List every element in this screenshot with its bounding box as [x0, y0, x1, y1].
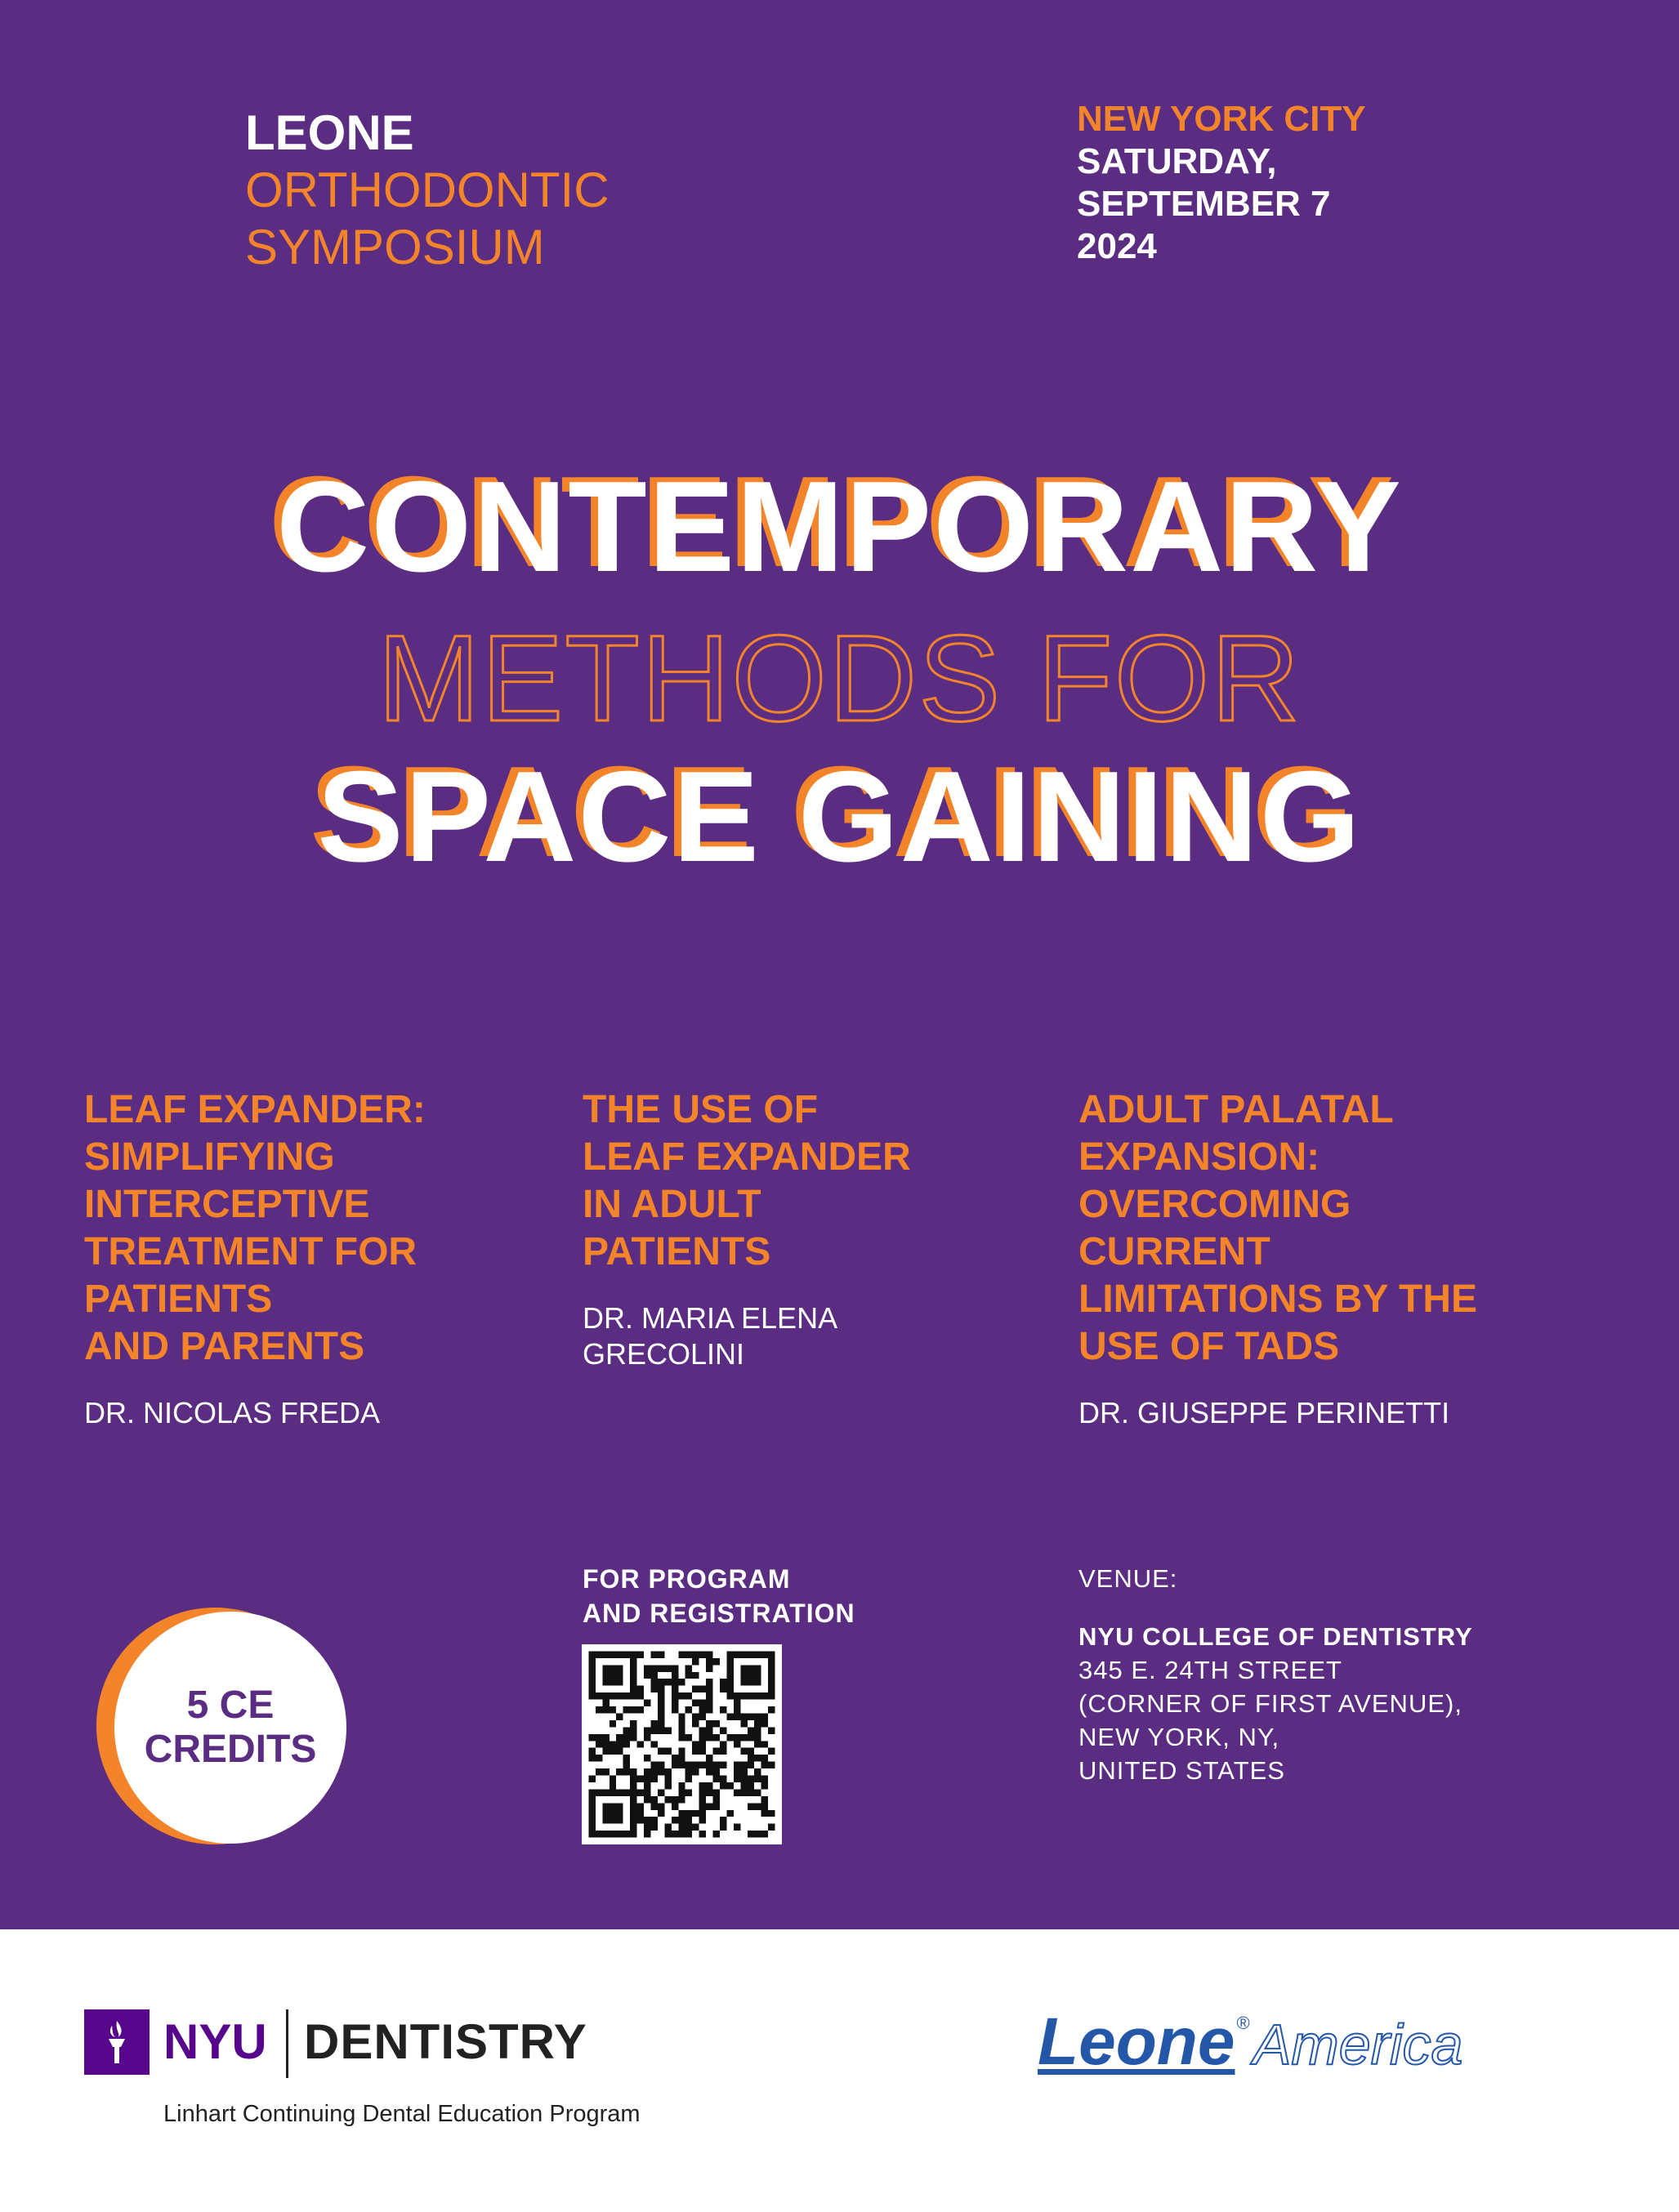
registration-label	[583, 1562, 855, 1630]
registered-mark-icon: ®	[1236, 2013, 1250, 2033]
talk-title-line: SIMPLIFYING	[84, 1135, 335, 1179]
event-date-block	[1077, 98, 1366, 268]
speaker-line: DR. NICOLAS FREDA	[84, 1396, 381, 1429]
talk-title	[583, 1086, 1007, 1276]
venue-address-line: (CORNER OF FIRST AVENUE),	[1078, 1689, 1462, 1718]
title-line-3: SPACE GAINING	[317, 745, 1362, 889]
event-date-line-3: 2024	[1077, 226, 1157, 266]
talk-3	[1078, 1086, 1569, 1431]
qr-code-graphic	[582, 1644, 782, 1844]
logo-divider	[286, 2009, 288, 2078]
qr-code-icon[interactable]	[582, 1644, 782, 1844]
venue-block	[1078, 1562, 1473, 1787]
title-line-2: METHODS FOR	[377, 609, 1302, 747]
speaker-line: DR. GIUSEPPE PERINETTI	[1078, 1396, 1450, 1429]
torch-icon	[84, 2009, 150, 2075]
talk-1	[84, 1086, 509, 1431]
talk-title-line: PATIENTS	[583, 1230, 771, 1273]
credits-line-2: CREDITS	[144, 1728, 317, 1771]
talk-title-line: CURRENT	[1078, 1230, 1270, 1273]
symposium-brand	[245, 105, 610, 276]
venue-label: VENUE:	[1078, 1564, 1178, 1593]
event-date-line-1: SATURDAY,	[1077, 141, 1277, 181]
talk-title-line: INTERCEPTIVE	[84, 1183, 370, 1226]
talk-title-line: LIMITATIONS BY THE	[1078, 1278, 1477, 1321]
event-date-line-2: SEPTEMBER 7	[1077, 184, 1331, 224]
venue-address-line: 345 E. 24TH STREET	[1078, 1656, 1342, 1684]
talk-title-line: USE OF TADS	[1078, 1325, 1340, 1368]
venue-name: NYU COLLEGE OF DENTISTRY	[1078, 1622, 1473, 1651]
talk-title	[1078, 1086, 1569, 1371]
talk-speaker	[84, 1395, 509, 1431]
torch-graphic	[99, 2018, 135, 2067]
speaker-line: DR. MARIA ELENA	[583, 1301, 838, 1335]
registration-line-1: FOR PROGRAM	[583, 1564, 791, 1594]
talk-title	[84, 1086, 509, 1371]
talk-speaker	[1078, 1395, 1569, 1431]
leone-america-logo	[1038, 2000, 1462, 2081]
title-line-1: CONTEMPORARY	[276, 455, 1403, 599]
talk-title-line: ADULT PALATAL	[1078, 1088, 1394, 1131]
talk-title-line: LEAF EXPANDER:	[84, 1088, 426, 1131]
talk-title-line: PATIENTS	[84, 1278, 273, 1321]
nyu-wordmark: NYU	[163, 2014, 267, 2069]
talk-title-line: TREATMENT FOR	[84, 1230, 418, 1273]
registration-line-2: AND REGISTRATION	[583, 1599, 855, 1628]
credits-badge	[114, 1612, 346, 1844]
brand-line-3: SYMPOSIUM	[245, 220, 545, 274]
brand-line-2: ORTHODONTIC	[245, 163, 610, 217]
event-city: NEW YORK CITY	[1077, 99, 1366, 139]
venue-address-line: NEW YORK, NY,	[1078, 1723, 1280, 1751]
credits-line-1: 5 CE	[186, 1684, 275, 1727]
talk-speaker	[583, 1300, 1007, 1372]
talk-2	[583, 1086, 1007, 1372]
talk-title-line: IN ADULT	[583, 1183, 761, 1226]
program-name: Linhart Continuing Dental Education Program	[163, 2101, 641, 2127]
venue-address-line: UNITED STATES	[1078, 1756, 1285, 1785]
talk-title-line: OVERCOMING	[1078, 1183, 1351, 1226]
america-wordmark: America	[1253, 2013, 1463, 2076]
talk-title-line: AND PARENTS	[84, 1325, 365, 1368]
leone-wordmark: Leone	[1038, 2005, 1235, 2079]
brand-line-1: LEONE	[245, 105, 414, 160]
talk-title-line: THE USE OF	[583, 1088, 819, 1131]
talk-title-line: LEAF EXPANDER	[583, 1135, 911, 1179]
dentistry-wordmark: DENTISTRY	[304, 2014, 587, 2069]
speaker-line: GRECOLINI	[583, 1337, 745, 1371]
talk-title-line: EXPANSION:	[1078, 1135, 1320, 1179]
